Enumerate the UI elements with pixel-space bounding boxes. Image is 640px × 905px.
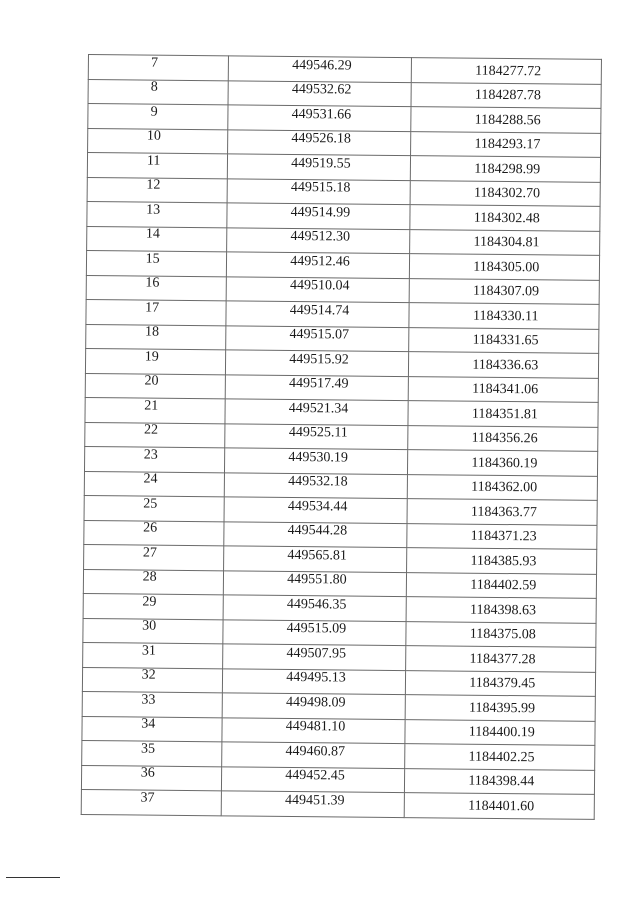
point-number-cell — [87, 177, 228, 203]
x-coordinate-cell — [222, 742, 405, 768]
x-coordinate-cell-text: 449512.46 — [290, 253, 350, 270]
y-coordinate-cell — [411, 82, 602, 108]
y-coordinate-cell-text: 1184302.70 — [473, 185, 541, 202]
y-coordinate-cell-text: 1184330.11 — [473, 308, 539, 325]
point-number-cell-text: 13 — [146, 202, 161, 218]
point-number-cell-text: 20 — [144, 373, 159, 389]
point-number-cell-text: 34 — [141, 716, 156, 732]
y-coordinate-cell — [406, 597, 597, 623]
point-number-cell-text: 33 — [141, 692, 156, 708]
y-coordinate-cell-text: 1184304.81 — [473, 234, 540, 251]
y-coordinate-cell-text: 1184293.17 — [474, 136, 541, 153]
y-coordinate-cell — [404, 793, 595, 819]
x-coordinate-cell-text: 449515.09 — [286, 621, 347, 637]
y-coordinate-cell-text: 1184363.77 — [470, 504, 538, 521]
x-coordinate-cell — [223, 619, 406, 645]
point-number-cell-text: 16 — [145, 275, 160, 291]
point-number-cell — [81, 789, 222, 815]
y-coordinate-cell — [408, 327, 599, 353]
y-coordinate-cell-text: 1184277.72 — [475, 63, 542, 80]
y-coordinate-cell-text: 1184385.93 — [470, 553, 537, 570]
point-number-cell-text: 15 — [145, 251, 160, 267]
x-coordinate-cell-text: 449546.35 — [286, 596, 347, 613]
x-coordinate-cell-text: 449512.30 — [290, 229, 351, 245]
x-coordinate-cell-text: 449495.13 — [286, 670, 346, 686]
point-number-cell-text: 8 — [150, 79, 158, 95]
y-coordinate-cell-text: 1184400.19 — [468, 724, 535, 741]
point-number-cell — [85, 348, 226, 374]
x-coordinate-cell — [222, 791, 405, 817]
point-number-cell — [82, 667, 223, 693]
y-coordinate-cell-text: 1184371.23 — [470, 528, 537, 545]
point-number-cell — [82, 691, 223, 717]
x-coordinate-cell-text: 449498.09 — [285, 694, 346, 711]
x-coordinate-cell — [225, 423, 408, 449]
point-number-cell — [84, 544, 225, 570]
point-number-cell-text: 14 — [145, 226, 160, 242]
point-number-cell — [83, 618, 224, 644]
point-number-cell-text: 26 — [143, 520, 158, 536]
x-coordinate-cell — [224, 521, 407, 547]
x-coordinate-cell-text: 449546.29 — [292, 57, 352, 74]
x-coordinate-cell — [224, 546, 407, 572]
x-coordinate-cell — [225, 399, 408, 425]
x-coordinate-cell — [223, 644, 406, 670]
y-coordinate-cell — [408, 401, 599, 427]
x-coordinate-cell — [226, 350, 409, 376]
y-coordinate-cell — [409, 278, 600, 304]
y-coordinate-cell — [405, 621, 596, 647]
point-number-cell-text: 10 — [146, 128, 161, 144]
x-coordinate-cell — [222, 693, 405, 719]
x-coordinate-cell — [226, 325, 409, 351]
y-coordinate-cell — [405, 670, 596, 696]
point-number-cell-text: 17 — [145, 300, 160, 316]
coordinate-table — [81, 54, 602, 819]
point-number-cell — [84, 520, 225, 546]
point-number-cell-text: 21 — [144, 398, 159, 414]
point-number-cell-text: 9 — [150, 104, 158, 120]
point-number-cell-text: 12 — [146, 177, 161, 193]
y-coordinate-cell — [410, 131, 601, 157]
y-coordinate-cell — [406, 548, 597, 574]
y-coordinate-cell-text: 1184402.25 — [468, 749, 535, 766]
y-coordinate-cell — [409, 303, 600, 329]
y-coordinate-cell-text: 1184379.45 — [469, 675, 536, 692]
point-number-cell-text: 37 — [140, 790, 155, 806]
point-number-cell-text: 32 — [141, 667, 156, 683]
y-coordinate-cell-text: 1184401.60 — [468, 798, 535, 815]
footnote-separator — [6, 877, 60, 878]
point-number-cell-text: 24 — [143, 471, 158, 487]
y-coordinate-cell-text: 1184360.19 — [471, 455, 538, 472]
x-coordinate-cell-text: 449510.04 — [289, 278, 350, 294]
y-coordinate-cell — [407, 474, 598, 500]
point-number-cell — [87, 153, 228, 179]
x-coordinate-cell — [223, 668, 406, 694]
y-coordinate-cell-text: 1184356.26 — [471, 430, 538, 447]
point-number-cell — [83, 569, 224, 595]
point-number-cell-text: 22 — [143, 422, 159, 438]
x-coordinate-cell-text: 449532.62 — [291, 82, 352, 98]
point-number-cell-text: 7 — [151, 55, 159, 71]
point-number-cell — [84, 446, 225, 472]
y-coordinate-cell — [407, 450, 598, 476]
point-number-cell-text: 28 — [142, 569, 157, 585]
y-coordinate-cell — [405, 695, 596, 721]
point-number-cell-text: 11 — [146, 153, 161, 169]
y-coordinate-cell — [408, 352, 599, 378]
x-coordinate-cell — [224, 570, 407, 596]
point-number-cell — [82, 740, 223, 766]
x-coordinate-cell-text: 449451.39 — [284, 792, 345, 809]
y-coordinate-cell — [409, 229, 600, 255]
point-number-cell — [81, 765, 222, 791]
x-coordinate-cell — [228, 105, 411, 131]
x-coordinate-cell — [227, 203, 410, 229]
point-number-cell — [86, 299, 227, 325]
point-number-cell — [88, 128, 229, 154]
point-number-cell-text: 36 — [140, 765, 155, 781]
x-coordinate-cell-text: 449526.18 — [291, 131, 351, 147]
y-coordinate-cell — [404, 768, 595, 794]
point-number-cell — [82, 716, 223, 742]
y-coordinate-cell — [405, 646, 596, 672]
y-coordinate-cell-text: 1184351.81 — [471, 406, 538, 423]
x-coordinate-cell — [225, 472, 408, 498]
x-coordinate-cell — [226, 374, 409, 400]
point-number-cell-text: 35 — [140, 741, 156, 757]
point-number-cell — [86, 324, 227, 350]
x-coordinate-cell — [222, 766, 405, 792]
x-coordinate-cell — [226, 301, 409, 327]
y-coordinate-cell — [411, 58, 602, 84]
x-coordinate-cell-text: 449515.18 — [290, 180, 351, 196]
x-coordinate-cell — [225, 448, 408, 474]
x-coordinate-cell-text: 449519.55 — [291, 155, 351, 172]
y-coordinate-cell-text: 1184375.08 — [469, 626, 536, 643]
x-coordinate-cell-text: 449517.49 — [288, 376, 349, 392]
x-coordinate-cell-text: 449551.80 — [287, 572, 347, 588]
y-coordinate-cell — [404, 744, 595, 770]
y-coordinate-cell — [407, 499, 598, 525]
y-coordinate-cell-text: 1184302.48 — [473, 210, 540, 227]
y-coordinate-cell-text: 1184398.63 — [469, 602, 537, 619]
point-number-cell-text: 29 — [142, 594, 157, 610]
y-coordinate-cell — [410, 180, 601, 206]
y-coordinate-cell-text: 1184287.78 — [474, 87, 542, 104]
x-coordinate-cell-text: 449565.81 — [287, 547, 347, 564]
point-number-cell-text: 18 — [144, 324, 160, 340]
x-coordinate-cell-text: 449544.28 — [287, 523, 348, 539]
point-number-cell — [88, 104, 229, 130]
point-number-cell — [83, 642, 224, 668]
x-coordinate-cell-text: 449514.74 — [289, 302, 350, 319]
point-number-cell — [88, 79, 229, 105]
x-coordinate-cell-text: 449507.95 — [286, 645, 347, 662]
y-coordinate-cell-text: 1184341.06 — [472, 381, 539, 398]
point-number-cell-text: 27 — [142, 545, 157, 561]
x-coordinate-cell — [222, 717, 405, 743]
y-coordinate-cell-text: 1184402.59 — [470, 577, 537, 594]
y-coordinate-cell-text: 1184331.65 — [472, 332, 539, 349]
y-coordinate-cell-text: 1184288.56 — [474, 112, 541, 129]
y-coordinate-cell — [408, 376, 599, 402]
x-coordinate-cell-text: 449531.66 — [291, 106, 352, 123]
y-coordinate-cell-text: 1184298.99 — [474, 161, 541, 178]
x-coordinate-cell-text: 449534.44 — [287, 498, 348, 515]
x-coordinate-cell-text: 449530.19 — [288, 449, 348, 466]
y-coordinate-cell — [405, 719, 596, 745]
x-coordinate-cell-text: 449525.11 — [288, 425, 348, 441]
point-number-cell — [86, 275, 227, 301]
point-number-cell-text: 23 — [143, 447, 158, 463]
x-coordinate-cell — [229, 56, 412, 82]
x-coordinate-cell-text: 449515.92 — [289, 351, 349, 368]
point-number-cell — [88, 55, 229, 81]
x-coordinate-cell-text: 449514.99 — [290, 204, 351, 221]
x-coordinate-cell — [228, 154, 411, 180]
x-coordinate-cell-text: 449532.18 — [288, 474, 348, 490]
y-coordinate-cell — [410, 107, 601, 133]
point-number-cell — [87, 226, 228, 252]
x-coordinate-cell — [223, 595, 406, 621]
coordinate-table-body — [81, 55, 601, 819]
x-coordinate-cell — [227, 178, 410, 204]
y-coordinate-cell-text: 1184336.63 — [472, 357, 539, 374]
y-coordinate-cell-text: 1184377.28 — [469, 651, 536, 668]
x-coordinate-cell-text: 449452.45 — [285, 768, 345, 784]
point-number-cell — [85, 422, 226, 448]
point-number-cell-text: 31 — [141, 643, 157, 659]
point-number-cell-text: 19 — [144, 349, 159, 365]
y-coordinate-cell-text: 1184305.00 — [473, 259, 540, 276]
y-coordinate-cell-text: 1184398.44 — [468, 773, 535, 790]
y-coordinate-cell — [409, 205, 600, 231]
point-number-cell-text: 30 — [142, 618, 157, 634]
table-row — [81, 789, 594, 818]
x-coordinate-cell — [228, 80, 411, 106]
x-coordinate-cell-text: 449460.87 — [285, 743, 346, 760]
x-coordinate-cell — [224, 497, 407, 523]
point-number-cell — [85, 373, 226, 399]
x-coordinate-cell — [226, 276, 409, 302]
point-number-cell — [84, 471, 225, 497]
point-number-cell — [86, 250, 227, 276]
x-coordinate-cell-text: 449515.07 — [289, 327, 350, 343]
point-number-cell — [85, 397, 226, 423]
y-coordinate-cell — [409, 254, 600, 280]
point-number-cell — [84, 495, 225, 521]
y-coordinate-cell-text: 1184362.00 — [471, 479, 538, 496]
y-coordinate-cell — [410, 156, 601, 182]
x-coordinate-cell — [227, 252, 410, 278]
y-coordinate-cell — [406, 523, 597, 549]
y-coordinate-cell — [406, 572, 597, 598]
x-coordinate-cell-text: 449481.10 — [285, 719, 346, 735]
point-number-cell — [83, 593, 224, 619]
x-coordinate-cell-text: 449521.34 — [288, 400, 349, 417]
y-coordinate-cell — [407, 425, 598, 451]
point-number-cell — [87, 201, 228, 227]
x-coordinate-cell — [227, 227, 410, 253]
point-number-cell-text: 25 — [143, 496, 158, 512]
y-coordinate-cell-text: 1184395.99 — [468, 700, 536, 717]
x-coordinate-cell — [228, 129, 411, 155]
y-coordinate-cell-text: 1184307.09 — [472, 283, 540, 300]
